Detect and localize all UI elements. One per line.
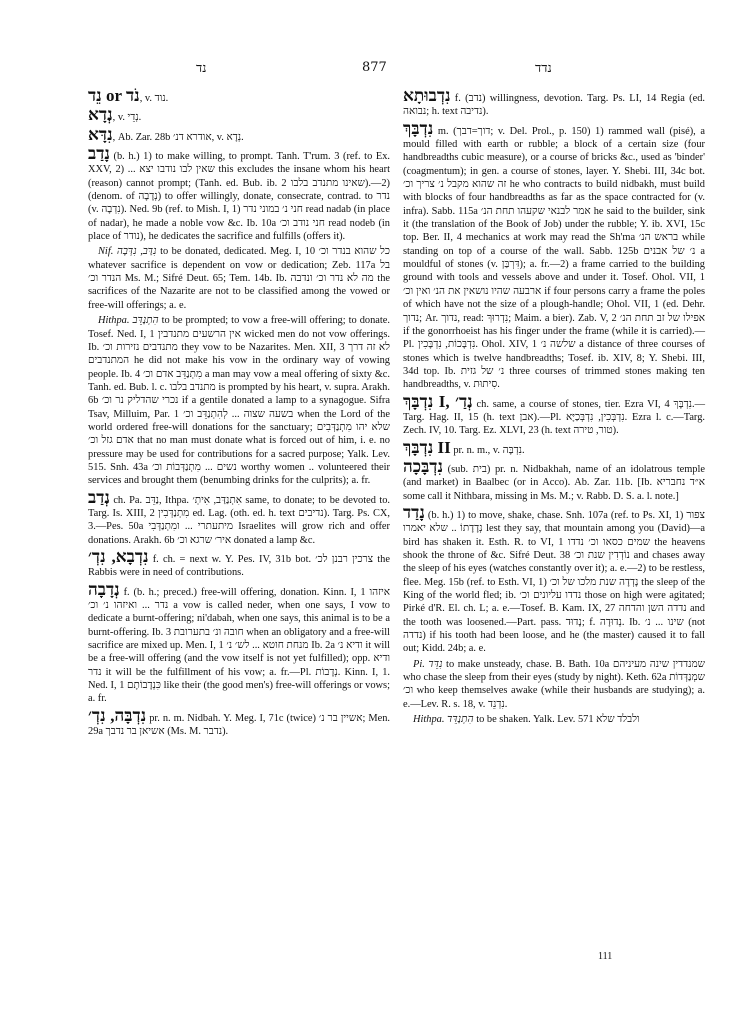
running-head-right: נדד — [535, 61, 552, 76]
headword: נֵד or נֹד — [88, 86, 140, 105]
dictionary-entry — [88, 549, 390, 580]
running-head-left: נד — [196, 61, 207, 76]
headword: נִדְבָּה, נִדְ׳ — [88, 705, 147, 725]
entry-text: , Ab. Zar. 28b אודרא דנ׳, v. נְדָא. — [112, 131, 244, 143]
dictionary-entry — [403, 502, 706, 656]
entry-text: , v. נוד. — [139, 93, 169, 104]
dictionary-entry — [88, 88, 390, 105]
headword: Nif. נִדַּב, נִדְּבָה — [98, 246, 157, 258]
headword: Hithpa. הִתְנַדֵּב — [98, 315, 159, 327]
dictionary-entry — [403, 437, 705, 457]
right-column — [403, 88, 705, 728]
dictionary-entry — [88, 487, 391, 547]
entry-text: ch. Pa. נַדֵּב, Ithpa. אִתְנַדַּב, אִיתְ׳ same, to donate; to be devoted to. Targ. Is. XIII, 2 מִתְנַדְּבִין ed. Lag. (oth. ed. h. text נדיבים). Targ. Ps. CX, 3.—Pes. 50a מיתעתרי ... ומִתְנַדְּבִי Israelites will grow rich and offer donations. Arakh. 6b איר׳ שרגא וכ׳ donated a lamp &c. — [88, 494, 391, 546]
sub-entry — [88, 314, 390, 487]
entry-text: (b. h.) 1) to move, shake, chase. Snh. 107a (ref. to Ps. XI, 1) צפור נְדָדָתוֹ .. שלא יאמרו lest they say, that mountain among you (David)—a bird has shaken it. Esth. R. to VI, 1 שמים כסאו וכ׳ נדדו the heavens shook the throne of &c. Sifré Deut. 38 נוֹדְדִין שנת וכ׳ and chases away the sleep of his eyes (watches constantly over it); a. e.—2) to be restless, flee. Meg. 15b (ref. to Esth. VI, 1) נָדְדָה שנת מלכו של וכ׳ the sleep of the King of the world fled; ib. נדדו עליונים וכ׳ those on high were agitated; Pirké d'R. El. ch. L; a. e.—Tosef. B. Kam. IX, 27 נדדה השן והדחה and the tooth was loosened.—Part. pass. נָדוּד; f. נְדוּדָה. Ib. שינו ... נ׳ (not נדדה) if his tooth had been loose, and he (the master) caused it to fall out; Kidd. 24b; a. e. — [403, 509, 706, 655]
dictionary-entry — [88, 107, 390, 124]
headword: נִדָּא — [88, 124, 113, 144]
headword: נִדְבָּךְ — [403, 118, 434, 138]
headword: נִדְבָּכָה — [403, 456, 443, 476]
entry-text: to make unsteady, chase. B. Bath. 10a שמנדדין שינה מעיניהם who chase the sleep from their eyes (study by night). Keth. 62a שמְנַדְּדוֹת וכ׳ who keep themselves awake (while their husbands are studying); a. e.—Lev. R. s. 18, v. נִדְנֵד. — [403, 658, 705, 710]
headword: נִדְבָּךְ II — [403, 437, 451, 457]
entry-text: pr. n. m., v. נִדְבָּה. — [450, 444, 525, 456]
headword: Hithpa. הִתְנַדֵּד — [413, 714, 474, 726]
dictionary-entry — [403, 118, 706, 392]
entry-text: f. ch. = next w. Y. Pes. IV, 31b bot. צרכין רבנן לכ׳ the Rabbis were in need of contributions. — [88, 554, 390, 579]
sub-entry — [403, 658, 705, 711]
headword: Pi. נִדֵּד — [413, 658, 443, 670]
headword: נְדַב — [88, 487, 110, 507]
sub-entry — [88, 245, 390, 312]
headword: נָדַב — [88, 144, 110, 164]
entry-text: (sub. בית) pr. n. Nidbakhah, name of an idolatrous temple (and market) in Baalbec (or in Acco). Ab. Zar. 11b. [Ib. א״ד נחבריא some call it Nithbara, missing in Ms. M.; v. Rabb. D. S. a. l. note.] — [403, 463, 705, 502]
page-number: 877 — [362, 60, 387, 75]
dictionary-entry — [88, 146, 390, 243]
entry-text: m. (דוך=דבך; v. Del. Prol., p. 150) 1) rammed wall (pisé), a mould filled with earth or rubble; a block of a certain size (four handbreadths cubic measure), or a course of bricks &c., used as 'binder' (coagmentum); in gen. a course of stones, layer. Y. Shebi. III, 34c bot. זה שהוא מקבל נ׳ צריך וכ׳ he who contracts to build nidbakh, must build with blocks of four handbreadths as far as the space contracted for (v. infra). Sabb. 115a אמר לבנאי שקעהו תחת הנ׳ he said to the builder, sink it (the translation of the Book of Job) under the rubble; Y. ib. XVI, 15c top. Ber. II, 4 mechanics at work may read the Sh'ma בראש הנ׳ while standing on top of a course of the wall. Sabb. 125b נ׳ של אבנים a mouldful of stones (v. דִּרְבַּן); a. fr.—2) a frame carried to the building ground with tools and vessels above and under it. Tosef. Ohol. VII, 1 ארבעה שהיו נושאין את הנ׳ ואין וכ׳ if four persons carry a frame the poles of which have not the size of a plough-handle; Ohol. VII, 1 (ed. Dehr. נדוך; Ar. נדוך, read: נִדְרוּךְ; Maim. a bier). Zab. V, 2 אפילו של זב תחת הנ׳ if the gonorrhoeist has his finger under the frame (while it is carried).—Pl. נִדְבָּכוֹת, נִדְבָּכִין. Ohol. XIV, 1 שלשה נ׳ a distance of three courses of stones which is twelve handbreadths; Tosef. ib. XIV, 8; Y. Shebi. III, 34d top. Ib. נ׳ של גזית three courses of trimmed stones making ten handbreadths, v. סִיתוּת. — [403, 125, 706, 391]
dictionary-entry — [88, 124, 390, 144]
headword: נִדְבָּךְ I, נְדַ׳ — [403, 391, 473, 411]
entry-text: , v. נְדֵי. — [112, 112, 142, 124]
dictionary-entry — [88, 579, 390, 706]
left-column — [88, 88, 390, 740]
headword: נָדַד — [403, 502, 425, 522]
entry-text: f. (b. h.; preced.) free-will offering, donation. Kinn. I, 1 איזהו נדר ... ואיזהו נ׳ וכ׳ a vow is called neder, when one says, I vow to dedicate a burnt-offering; ni'dabah, when one says, this animal is to be a burnt-offering. Ib. 3 חובה ונ׳ בתערובת when an obligatory and a free-will sacrifice are mixed up. Men. I, 1 מנחת חוטא ... לש׳ נ׳ Ib. 2a ודיא נ׳ it will be a free-will offering (and the vow itself is not yet fulfilled); opp. ודיא נדר it will be the fulfillment of his vow; a. fr.—Pl. נְדָבוֹת. Kinn. I, 1. Ned. I, 1 כִּנְדָבוֹתָם like their (the good men's) free-will offerings or vows; a. fr. — [88, 586, 390, 705]
entry-text: to be shaken. Yalk. Lev. 571 ולבלד שלא — [473, 714, 640, 726]
entry-text: to be donated, dedicated. Meg. I, 10 כל שהוא בנדר וכ׳ whatever sacrifice is dependent on vow or dedication; Zeb. 117a בל הנדר וכ׳ Ms. M.; Sifré Deut. 65; Tem. 14b. Ib. מה לא נדר וכ׳ ונדבה the sacrifices of the Nazarite are not to be classified among the vowed or free-will offerings; a. e. — [88, 246, 390, 311]
entry-text: to be prompted; to vow a free-will offering; to donate. Tosef. Ned. I, 1 אין הרשעים מתנדבין wicked men do not vow offerings. Ib. מתנדבים נזירות וכ׳ they vow to be Nazarites. Men. XII, 3 לא זה דרך המתנדבים he did not make his vow in the ordinary way of vowing people. Ib. 4 מִתְנַדֵּב אדם וכ׳ a man may vow a meal offering of sixty &c. Tanh. ed. Bub. l. c. מתנדב בלבו is prompted by his heart, v. supra. Arakh. 6b נכרי שהדליק נר וכ׳ if a gentile donated a lamp to a synagogue. Sifra Tsav, Milluim, Par. 1 בשעה שצוה ... לְהִתְנַדֵּב וכ׳ when the Lord of the world ordered free-will donations for the sanctuary; שלא יהו מִתְנַדְּבִים אדם גזל וכ׳ that no man must donate what is forced out of him, i. e. no pressure may be used for contributions for a sacred purpose; Yalk. Lev. 515. Snh. 43a נשים ... מִתְנַדְּבוֹת וכ׳ worthy women .. volunteered their services and brought them (benumbing drinks for the culprits); a. fr. — [88, 315, 391, 487]
headword: נִדְבָא, נִדְ׳ — [88, 547, 149, 566]
dictionary-entry — [403, 88, 705, 119]
dictionary-entry — [88, 705, 390, 739]
signature-mark: 111 — [598, 951, 613, 962]
entry-text: (b. h.) 1) to make willing, to prompt. Tanh. T'rum. 3 (ref. to Ex. XXV, 2) ... שאין לבו נודבו יצא this excludes the insane whom his heart (reason) cannot prompt; (Tanh. ed. Bub. ib. 2 שאינו מתנדב בלבו).—2) (denom. of נְדָבָה) to offer willingly, donate, consecrate, contrad. to נדר (v. נִדְבָה). Ned. 9b (ref. to Mish. I, 1) חני נ׳ במוני נדר read nadab (in place of nadar), he made a noble vow &c. Ib. 10a חני נודב וכ׳ read nodeb (in place of נודר), he dedicates the sacrifice and fulfills (offers it). — [88, 151, 391, 243]
entry-text: pr. n. m. Nidbah. Y. Meg. I, 71c (twice) אשיין בר נ׳; Men. 29a אשיאן בר נדבך (Ms. M. נדבר). — [88, 712, 390, 738]
headword: נְדָא — [88, 105, 113, 125]
sub-entry — [403, 713, 705, 726]
entry-text: ch. same, a course of stones, tier. Ezra VI, 4 נִדְבָּךְ.—Targ. Hag. II, 15 (h. text אבן).—Pl. נִדְבְּכִין, נִדְבְּכַיָּא. Ezra l. c.—Targ. Zech. IV, 10. Targ. Ez. XLVI, 23 (h. text טור, טירה). — [403, 398, 705, 437]
dictionary-entry — [403, 391, 705, 438]
headword: נְדָבָה — [88, 579, 120, 599]
dictionary-entry — [403, 456, 705, 503]
entry-text: f. (נדב) willingness, devotion. Targ. Ps. LI, 14 Regia (ed. נבואה; h. text נדיבה). — [403, 93, 705, 118]
headword: נִדְבוּתָא — [403, 86, 451, 105]
